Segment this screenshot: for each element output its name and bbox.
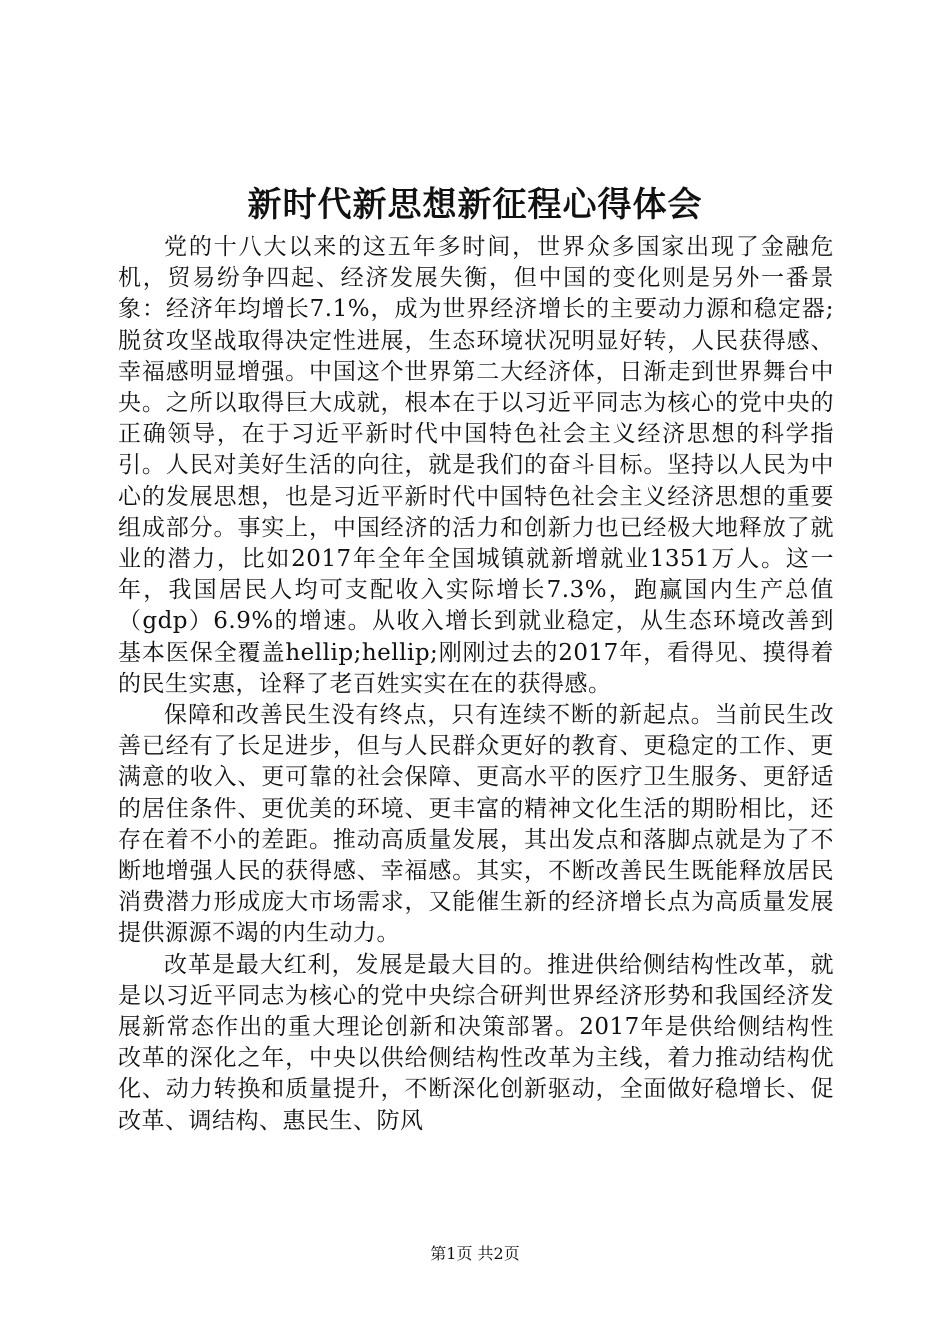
paragraph-2: 保障和改善民生没有终点，只有连续不断的新起点。当前民生改善已经有了长足进步，但与人民群众更好的教育、更稳定的工作、更满意的收入、更可靠的社会保障、更高水平的医疗卫生服务、更舒适的居住条件、更优美的环境、更丰富的精神文化生活的期盼相比，还存在着不小的差距。推动高质量发展，其出发点和落脚点就是为了不断地增强人民的获得感、幸福感。其实，不断改善民生既能释放居民消费潜力形成庞大市场需求，又能催生新的经济增长点为高质量发展提供源源不竭的内生动力。 <box>118 702 834 947</box>
document-title: 新时代新思想新征程心得体会 <box>247 185 703 225</box>
page-number: 第1页 共2页 <box>430 1244 520 1263</box>
paragraph-3: 改革是最大红利，发展是最大目的。推进供给侧结构性改革，就是以习近平同志为核心的党中央综合研判世界经济形势和我国经济发展新常态作出的重大理论创新和决策部署。2017年是供给侧结构性改革的深化之年，中央以供给侧结构性改革为主线，着力推动结构优化、动力转换和质量提升，不断深化创新驱动，全面做好稳增长、促改革、调结构、惠民生、防风 <box>118 951 834 1134</box>
document-body <box>118 232 834 1137</box>
paragraph-1: 党的十八大以来的这五年多时间，世界众多国家出现了金融危机，贸易纷争四起、经济发展失衡，但中国的变化则是另外一番景象：经济年均增长7.1%，成为世界经济增长的主要动力源和稳定器;脱贫攻坚战取得决定性进展，生态环境状况明显好转，人民获得感、幸福感明显增强。中国这个世界第二大经济体，日渐走到世界舞台中央。之所以取得巨大成就，根本在于以习近平同志为核心的党中央的正确领导，在于习近平新时代中国特色社会主义经济思想的科学指引。人民对美好生活的向往，就是我们的奋斗目标。坚持以人民为中心的发展思想，也是习近平新时代中国特色社会主义经济思想的重要组成部分。事实上，中国经济的活力和创新力也已经极大地释放了就业的潜力，比如2017年全年全国城镇就新增就业1351万人。这一年，我国居民人均可支配收入实际增长7.3%，跑赢国内生产总值（gdp）6.9%的增速。从收入增长到就业稳定，从生态环境改善到基本医保全覆盖hellip;hellip;刚刚过去的2017年，看得见、摸得着的民生实惠，诠释了老百姓实实在在的获得感。 <box>118 234 834 697</box>
